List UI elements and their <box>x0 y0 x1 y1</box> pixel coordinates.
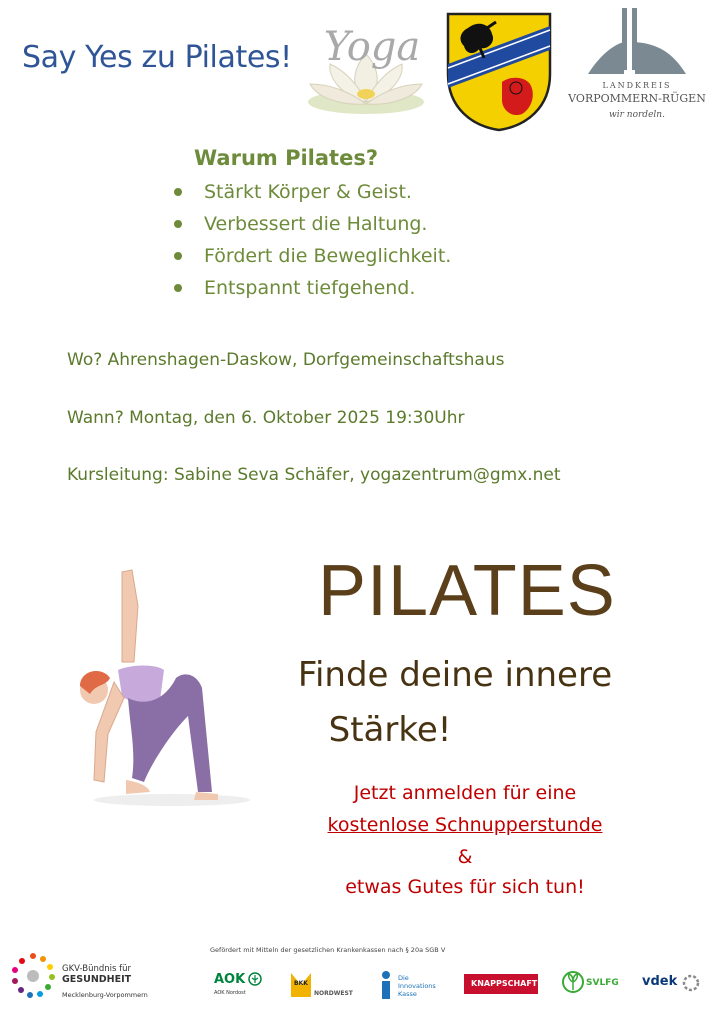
funding-note: Gefördert mit Mitteln der gesetzlichen Krankenkassen nach § 20a SGB V <box>210 946 446 954</box>
cta-line1: Jetzt anmelden für eine <box>353 782 577 804</box>
knappschaft-text: KNAPPSCHAFT <box>471 979 538 988</box>
gkv-logo <box>10 950 190 1006</box>
gkv-line2: GESUNDHEIT <box>62 974 132 985</box>
cta-line3: & <box>457 846 473 868</box>
ik-text: Die Innovations Kasse <box>398 974 436 998</box>
landkreis-logo <box>562 4 712 124</box>
gkv-line3: Mecklenburg-Vorpommern <box>62 991 148 999</box>
aok-sub: AOK Nordost <box>214 990 246 996</box>
svlfg-logo <box>562 968 622 1004</box>
bkk-logo <box>290 968 354 1004</box>
why-heading: Warum Pilates? <box>194 146 379 170</box>
location-info: Wo? Ahrenshagen-Daskow, Dorfgemeinschaftshaus <box>67 350 505 370</box>
benefit-item: Verbessert die Haltung. <box>168 208 451 240</box>
district-line1: LANDKREIS <box>602 81 672 90</box>
gkv-dots-icon <box>10 950 56 1002</box>
vdek-logo <box>642 968 702 1004</box>
benefit-item: Entspannt tiefgehend. <box>168 272 451 304</box>
aok-logo-text: AOK <box>214 972 246 987</box>
pilates-pose-illustration <box>72 566 252 816</box>
hero-tagline-line2: Stärke! <box>328 710 452 750</box>
bkk-sub: NORDWEST <box>314 990 353 997</box>
benefit-item: Fördert die Beweglichkeit. <box>168 240 451 272</box>
coat-of-arms-icon <box>444 10 554 132</box>
gkv-line1: GKV-Bündnis für <box>62 964 131 974</box>
page-title: Say Yes zu Pilates! <box>22 40 292 75</box>
bkk-text: BKK <box>294 980 308 987</box>
instructor-info: Kursleitung: Sabine Seva Schäfer, yogazentrum@gmx.net <box>67 465 561 485</box>
svlfg-sprout-icon <box>562 970 584 994</box>
cta-line4: etwas Gutes für sich tun! <box>345 876 585 898</box>
aok-tree-icon <box>248 972 262 986</box>
district-slogan: wir nordeln. <box>609 110 665 120</box>
benefit-list <box>168 176 451 304</box>
date-info: Wann? Montag, den 6. Oktober 2025 19:30Uhr <box>67 408 465 428</box>
hero-tagline-line1: Finde deine innere <box>297 655 613 695</box>
knappschaft-logo <box>464 968 538 1004</box>
cta-trial-lesson-link[interactable]: kostenlose Schnupperstunde <box>327 814 603 836</box>
benefit-item: Stärkt Körper & Geist. <box>168 176 451 208</box>
district-line2: VORPOMMERN-RÜGEN <box>568 92 706 105</box>
svlfg-text: SVLFG <box>586 978 619 988</box>
ik-figure-icon <box>376 970 396 1000</box>
vdek-text: vdek <box>642 974 678 989</box>
aok-logo <box>212 968 264 1004</box>
bridge-icon <box>588 8 686 74</box>
ik-logo <box>376 968 448 1004</box>
yoga-lotus-logo <box>292 14 440 118</box>
vdek-ring-icon <box>682 974 700 992</box>
yoga-logo-text: Yoga <box>323 24 421 70</box>
hero-title: PILATES <box>318 551 616 631</box>
